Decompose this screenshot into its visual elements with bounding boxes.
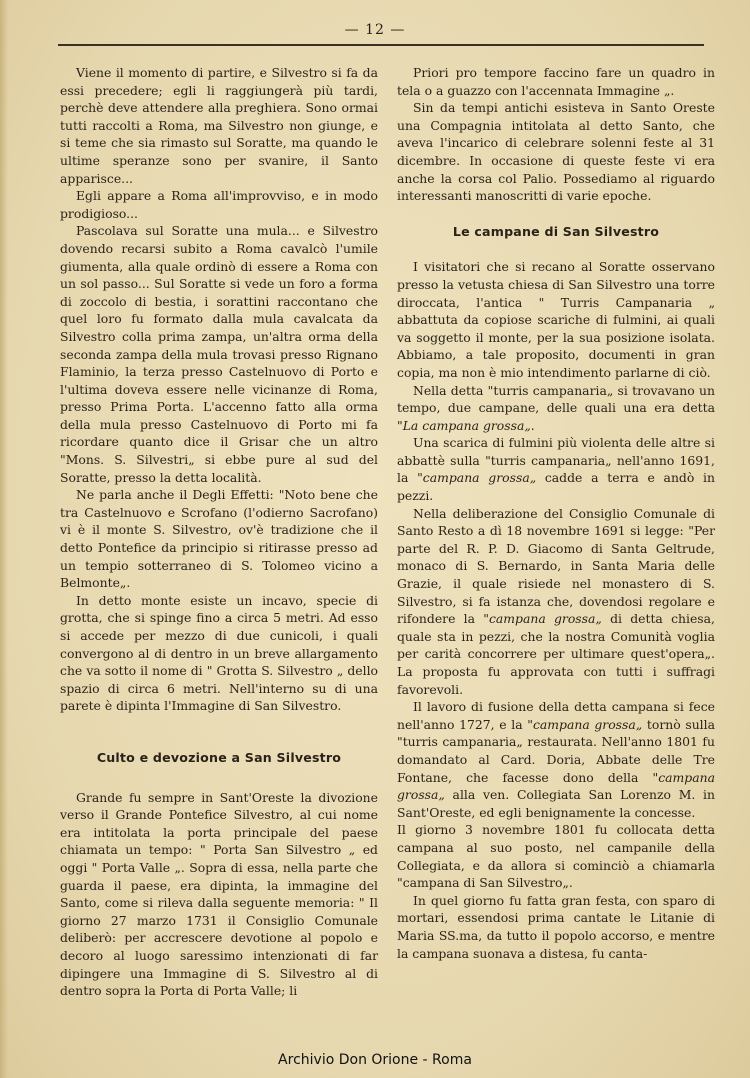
- italic-quote: "campana grossa„: [527, 716, 643, 732]
- text-run: Nella deliberazione del Consiglio Comunale di Santo Resto a dì 18 novembre 1691 si legge: "Per parte del R. P. D. Giacomo di Santa Geltrude, monaco di S. Bernardo, in Santa Maria delle Grazie, il quale risiede nel monastero di S. Silvestro, si fa istanza che, dovendosi regolare e rifondere la: [397, 505, 715, 627]
- text-run: Una scarica di fulmini più violenta delle altre si abbattè sulla "turris campanaria„ nell'anno 1691, la: [397, 435, 715, 486]
- paragraph: Viene il momento di partire, e Silvestro si fa da essi precedere; egli li raggiungerà più tardi, perchè deve attendere alla preghiera. Sono ormai tutti raccolti a Roma, ma Silvestro non giunge, e si teme che sia rimasto sul Soratte, ma quando le ultime speranze sono per svanire, il Santo apparisce...: [60, 65, 378, 186]
- section-heading-campane: Le campane di San Silvestro: [452, 223, 660, 239]
- text-run: di detta chiesa, quale sta in pezzi, che la nostra Comunità voglia per carità concorrere per ultimare quest'opera„. La proposta fu approvata con tutti i suffragi favorevoli.: [397, 611, 715, 697]
- paragraph: [397, 505, 715, 699]
- paragraph: [397, 434, 715, 504]
- paragraph: In quel giorno fu fatta gran festa, con sparo di mortari, essendosi prima cantate le Litanie di Maria SS.ma, da tutto il popolo accorso, e mentre la campana suonava a distesa, fu canta-: [397, 892, 715, 961]
- text-run: Nella detta "turris campanaria„ si trovavano un tempo, due campane, delle quali una era detta: [397, 382, 715, 416]
- text-run: tornò sulla "turris campanaria„ restaurata. Nell'anno 1801 fu domandato al Card. Doria, Abbate delle Tre Fontane, che facesse dono della: [397, 716, 715, 785]
- archive-footer: Archivio Don Orione - Roma: [278, 1052, 472, 1068]
- italic-quote: "campana grossa„: [417, 470, 537, 486]
- page-number: — 12 —: [344, 22, 406, 38]
- left-column: [60, 64, 378, 1000]
- paragraph: I visitatori che si recano al Soratte osservano presso la vetusta chiesa di San Silvestro una torre diroccata, l'antica " Turris Campanaria „ abbattuta da copiose scariche di fulmini, ai quali va soggetto il monte, per la sua posizione isolata. Abbiamo, a tale proposito, documenti in gran copia, ma non è mio intendimento parlarne di ciò.: [397, 259, 715, 380]
- paragraph: [397, 382, 715, 435]
- page-edge-shadow: [0, 0, 8, 1078]
- paragraph: Sin da tempi antichi esisteva in Santo Oreste una Compagnia intitolata al detto Santo, che aveva l'incarico di celebrare solenni feste al 31 dicembre. In occasione di queste feste vi era anche la corsa col Palio. Possediamo al riguardo interessanti manoscritti di varie epoche.: [397, 100, 715, 204]
- text-run: Il lavoro di fusione della detta campana si fece nell'anno 1727, e la: [397, 699, 715, 732]
- text-run: cadde a terra e andò in pezzi.: [397, 470, 715, 504]
- text-run: .: [530, 417, 535, 433]
- italic-quote: "campana grossa„: [397, 769, 715, 803]
- paragraph: Grande fu sempre in Sant'Oreste la divozione verso il Grande Pontefice Silvestro, al cui nome era intitolata la porta principale del paese chiamata un tempo: " Porta San Silvestro „ ed oggi " Porta Valle „. Sopra di essa, nella parte che guarda il paese, era dipinta, la immagine del Santo, come si rileva dalla seguente memoria: " Il giorno 27 marzo 1731 il Consiglio Comunale deliberò: per accrescere devotione al popolo e decoro al luogo saressimo intenzionati di far dipingere una Immagine di S. Silvestro al di dentro sopra la Porta di Porta Valle; li: [60, 789, 378, 999]
- italic-quote: "La campana grossa„: [397, 417, 531, 433]
- italic-quote: "campana grossa„: [483, 611, 602, 627]
- section-heading-culto: Culto e devozione a San Silvestro: [96, 749, 342, 765]
- paragraph: Pascolava sul Soratte una mula... e Silvestro dovendo recarsi subito a Roma cavalcò l'umile giumenta, alla quale ordinò di essere a Roma con un sol passo... Sul Soratte si vede un foro a forma di zoccolo di bestia, i sorattini raccontano che quel loro fu formato dalla mula cavalcata da Silvestro colla prima zampa, un'altra orma della seconda zampa della mula trovasi presso Rignano Flaminio, la terza presso Castelnuovo di Porto e l'ultima doveva essere nelle vicinanze di Roma, presso Prima Porta. L'accenno fatto alla orma della mula presso Castelnuovo di Porto mi fa ricordare quanto dice il Grisar che un altro "Mons. S. Silvestri„ si ebbe pure al sud del Soratte, presso la detta località.: [60, 223, 378, 485]
- paragraph: Il giorno 3 novembre 1801 fu collocata detta campana al suo posto, nel campanile della Collegiata, e da allora si cominciò a chiamarla "campana di San Silvestro„.: [397, 822, 715, 891]
- paragraph: [397, 698, 715, 821]
- paragraph: Priori pro tempore faccino fare un quadro in tela o a guazzo con l'accennata Immagine „.: [397, 65, 715, 98]
- right-column: [397, 64, 715, 962]
- paragraph: In detto monte esiste un incavo, specie di grotta, che si spinge fino a circa 5 metri. Ad esso si accede per mezzo di due cunicoli, i quali convergono al di dentro in un breve allargamento che va sotto il nome di " Grotta S. Silvestro „ dello spazio di circa 6 metri. Nell'interno su di una parete è dipinta l'Immagine di San Silvestro.: [60, 592, 378, 714]
- paragraph: Egli appare a Roma all'improvviso, e in modo prodigioso...: [60, 188, 378, 221]
- paragraph: Ne parla anche il Degli Effetti: "Noto bene che tra Castelnuovo e Scrofano (l'odierno Sacrofano) vi è il monte S. Silvestro, ov'è tradizione che il detto Pontefice da principio si ritirasse presso ad un tempio sotterraneo di S. Tolomeo vicino a Belmonte„.: [60, 487, 378, 591]
- text-run: alla ven. Collegiata San Lorenzo M. in Sant'Oreste, ed egli benignamente la concesse.: [397, 787, 715, 820]
- header-rule: [58, 44, 704, 46]
